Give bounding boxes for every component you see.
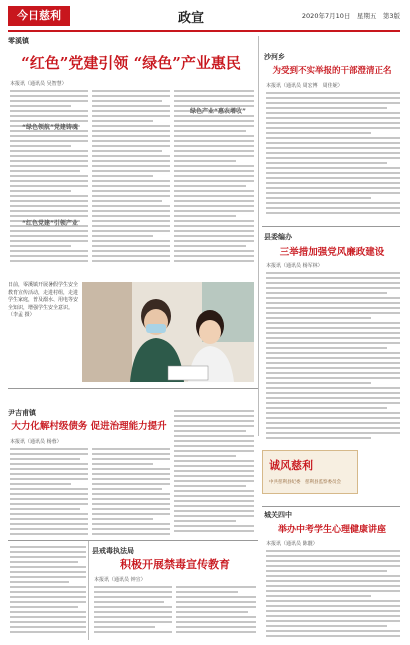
center-bottom-kicker: 县戒毒执法局 [92,547,134,555]
lead-column-2 [92,90,170,275]
ad-subtitle: 中共慈利县纪委 慈利县监察委员会 [269,480,341,485]
newspaper-logo: 今日慈利 [8,6,70,26]
photo-caption: 日前，零溪镇开展暑假学生安全教育宣传活动，走进村组，走进学生家庭，普及溺水、用电等安全知识，增强学生安全意识。（李孟 摄） [8,282,79,318]
right-top-byline: 本报讯（通讯员 周宏博 周佳妮） [266,83,343,89]
header-divider [8,30,400,32]
right-mid-headline: 三举措加强党风廉政建设 [279,247,385,258]
center-bottom-byline: 本报讯（通讯员 钟宣） [94,577,146,583]
lead-subhead-3: 绿色产业“惠农增收” [190,108,246,115]
photo-divider [8,388,258,389]
center-bottom-headline: 积极开展禁毒宣传教育 [120,558,230,571]
right-divider-1 [262,226,400,227]
left-bottom-column-3 [174,410,254,540]
right-top-kicker: 沙河乡 [264,53,285,61]
right-mid-body [266,272,400,444]
integrity-ad [262,450,358,494]
lead-headline: “红色”党建引领 “绿色”产业惠民 [21,54,241,72]
section-name: 政宣 [178,11,205,26]
lead-column-3 [174,90,254,275]
left-column-continuation [10,546,86,640]
column-divider [258,36,259,436]
lead-byline: 本报讯（通讯员 吴智慧） [10,81,67,87]
masthead [8,6,400,28]
left-bottom-byline: 本报讯（通讯员 杨蓉） [10,439,62,445]
right-top-headline: 为受到不实举报的干部澄清正名 [272,66,392,76]
bottom-divider [8,540,258,541]
lead-subhead-1: “绿色领航”党建铸魂 [22,124,78,131]
left-bottom-headline: 大力化解村级债务 促进治理能力提升 [11,421,167,432]
left-bottom-column-1 [10,448,88,540]
ad-title: 诚风慈利 [269,459,313,472]
right-divider-2 [262,506,400,507]
bottom-column-divider [88,540,89,640]
right-top-body [266,92,400,220]
right-mid-byline: 本报讯（通讯员 杨军林） [266,263,323,269]
right-bottom-kicker: 城关四中 [264,511,292,519]
right-bottom-body [266,550,400,642]
news-photo [82,282,254,382]
right-bottom-byline: 本报讯（通讯员 陈靓） [266,541,318,547]
right-bottom-headline: 举办中考学生心理健康讲座 [277,525,386,535]
right-mid-kicker: 县委编办 [264,233,292,241]
lead-column-1 [10,90,88,275]
left-bottom-kicker: 尹吉甫镇 [8,409,36,417]
center-bottom-column-1 [94,586,172,642]
left-bottom-column-2 [92,448,170,540]
lead-kicker: 零溪镇 [8,37,29,45]
lead-subhead-2: “红色党建”引领产业 [22,220,78,227]
center-bottom-column-2 [176,586,256,642]
issue-info: 2020年7月10日 星期五 第3版 [301,12,400,20]
